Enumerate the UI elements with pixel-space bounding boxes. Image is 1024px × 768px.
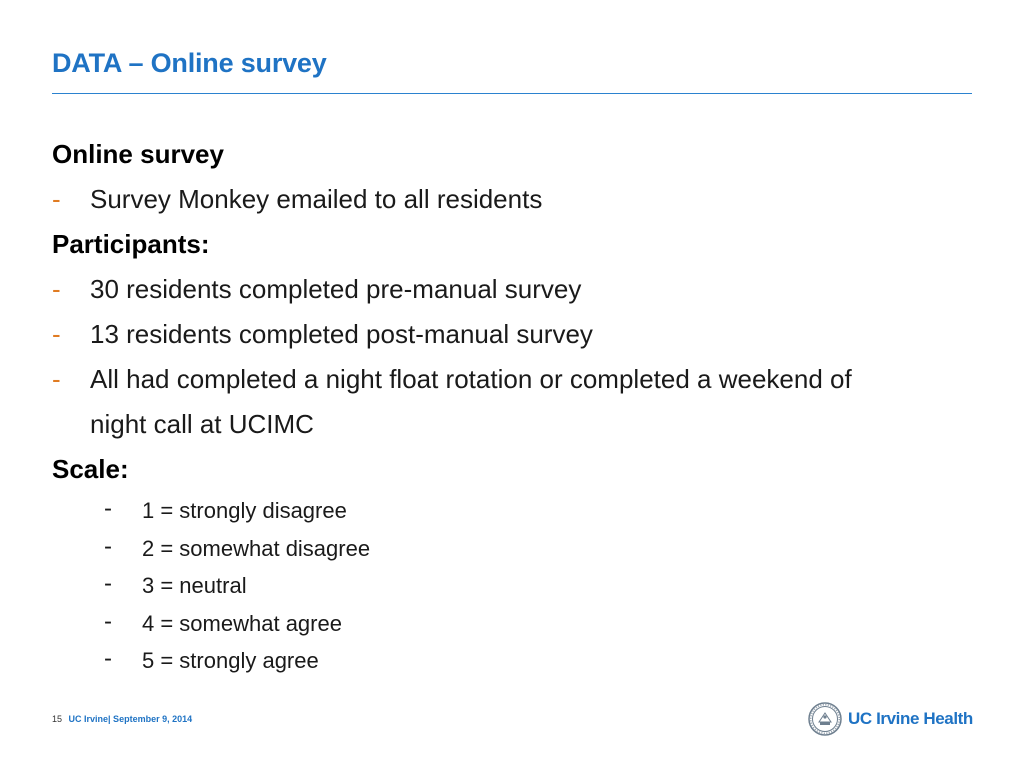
scale-text: 5 = strongly agree <box>142 648 319 673</box>
section-heading-online-survey: Online survey <box>52 139 224 169</box>
bullet-dash: - <box>104 495 112 522</box>
bullet-text: 30 residents completed pre-manual survey <box>90 274 582 304</box>
scale-text: 2 = somewhat disagree <box>142 535 371 561</box>
bullet-dash: - <box>52 319 61 349</box>
scale-text: 4 = somewhat agree <box>142 610 342 636</box>
footer-org-date: UC Irvine| September 9, 2014 <box>68 714 193 724</box>
bullet-text: Survey Monkey emailed to all residents <box>90 184 543 214</box>
scale-item <box>52 642 952 680</box>
logo-text: UC Irvine Health <box>848 709 973 728</box>
bullet-dash: - <box>104 532 112 560</box>
scale-text: 1 = strongly disagree <box>142 498 347 523</box>
section-heading-participants: Participants: <box>52 229 210 259</box>
scale-item <box>52 530 952 568</box>
scale-item <box>52 492 952 530</box>
slide-title: DATA – Online survey <box>52 48 327 78</box>
bullet-dash: - <box>52 184 61 214</box>
section-heading-scale: Scale: <box>52 454 129 484</box>
uc-seal-icon <box>808 702 842 736</box>
uc-irvine-health-logo <box>808 702 973 736</box>
bullet-item <box>52 312 952 357</box>
bullet-text: 13 residents completed post-manual survey <box>90 319 593 349</box>
bullet-item <box>52 357 890 447</box>
bullet-dash: - <box>52 274 61 304</box>
scale-item <box>52 567 952 605</box>
scale-item <box>52 605 952 643</box>
slide-content <box>52 132 952 680</box>
scale-text: 3 = neutral <box>142 573 247 598</box>
bullet-dash: - <box>104 570 112 597</box>
bullet-item <box>52 267 952 312</box>
slide-footer <box>52 714 192 724</box>
bullet-dash: - <box>104 645 112 672</box>
bullet-dash: - <box>52 364 61 394</box>
page-number: 15 <box>52 714 63 724</box>
title-divider <box>52 93 972 94</box>
bullet-item <box>52 177 952 222</box>
bullet-dash: - <box>104 607 112 635</box>
bullet-text: All had completed a night float rotation or completed a weekend of night call at UCIMC <box>90 364 852 439</box>
